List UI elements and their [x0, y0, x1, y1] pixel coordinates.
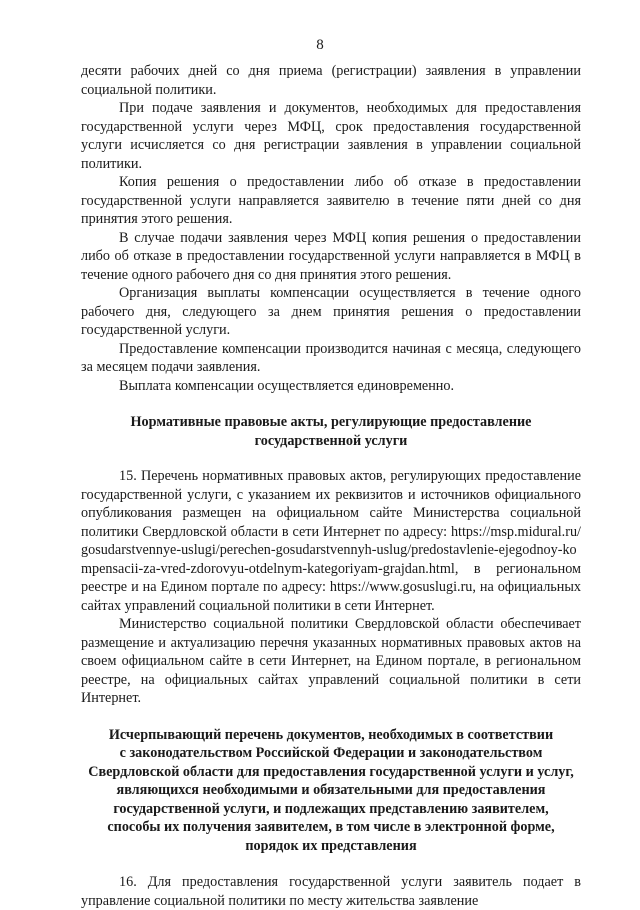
- paragraph: Выплата компенсации осуществляется единовременно.: [119, 377, 455, 394]
- page-number: 8: [316, 37, 324, 53]
- paragraph: Организация выплаты компенсации осуществляется в течение одного рабочего дня, следующего за днем принятия решения о предоставлении государственной услуги.: [81, 285, 581, 338]
- paragraph: При подаче заявления и документов, необходимых для предоставления государственной услуги через МФЦ, срок предоставления государственной услуги исчисляется со дня регистрации заявления в управлении социальной политики.: [81, 100, 581, 172]
- heading-line: являющихся необходимыми и обязательными для предоставления: [116, 782, 546, 798]
- section-heading-normative-acts: Нормативные правовые акты, регулирующие предоставление государственной услуги: [130, 414, 532, 449]
- paragraph: десяти рабочих дней со дня приема (регистрации) заявления в управлении социальной политики.: [81, 63, 581, 98]
- paragraph-section-15: [81, 467, 581, 615]
- heading-line: порядок их представления: [245, 837, 417, 854]
- heading-line: государственной услуги, и подлежащих представлению заявителем,: [113, 800, 549, 817]
- section-15-text-tail: в региональном реестре и на Едином портале по адресу: https://www.gosuslugi.ru, на официальных сайтах управлений социальной политики в сети Интернет.: [81, 560, 581, 614]
- document-body: [81, 62, 581, 910]
- paragraph: Министерство социальной политики Свердловской области обеспечивает размещение и актуализацию перечня указанных нормативных правовых актов на своем официальном сайте в сети Интернет, на Едином портале, в региональном реестре, на официальных сайтах управлений социальной политики в сети Интернет.: [81, 616, 581, 706]
- paragraph: Копия решения о предоставлении либо об отказе в предоставлении государственной услуги направляется заявителю в течение пяти дней со дня принятия этого решения.: [81, 174, 581, 227]
- heading-line: Исчерпывающий перечень документов, необходимых в соответствии: [108, 726, 554, 743]
- heading-line: Свердловской области для предоставления государственной услуги и услуг,: [88, 763, 574, 780]
- section-15-text: 15. Перечень нормативных правовых актов, регулирующих предоставление государственной услуги, с указанием их реквизитов и источников официального опубликования размещен на официальном сайте Министерства социальной политики Свердловской области в сети Интернет по адресу:: [81, 468, 581, 540]
- paragraph: В случае подачи заявления через МФЦ копия решения о предоставлении либо об отказе в предоставлении государственной услуги направляется в МФЦ в течение одного рабочего дня со дня принятия этого решения.: [81, 229, 581, 283]
- msp-link[interactable]: https://msp.midural.ru/gosudarstvennye-uslugi/perechen-gosudarstvennyh-uslug/predostavlenie-ejegodnoy-kompensacii-za-vred-zdorovyu-otdelnym-kategoriyam-grajdan.html,: [81, 523, 581, 577]
- paragraph: Предоставление компенсации производится начиная с месяца, следующего за месяцем подачи заявления.: [81, 340, 581, 375]
- section-heading-documents: [81, 726, 581, 856]
- heading-line: способы их получения заявителем, в том числе в электронной форме,: [107, 819, 555, 835]
- heading-line: с законодательством Российской Федерации и законодательством: [119, 745, 543, 761]
- paragraph-section-16: 16. Для предоставления государственной услуги заявитель подает в управление социальной политики по месту жительства заявление: [81, 874, 581, 909]
